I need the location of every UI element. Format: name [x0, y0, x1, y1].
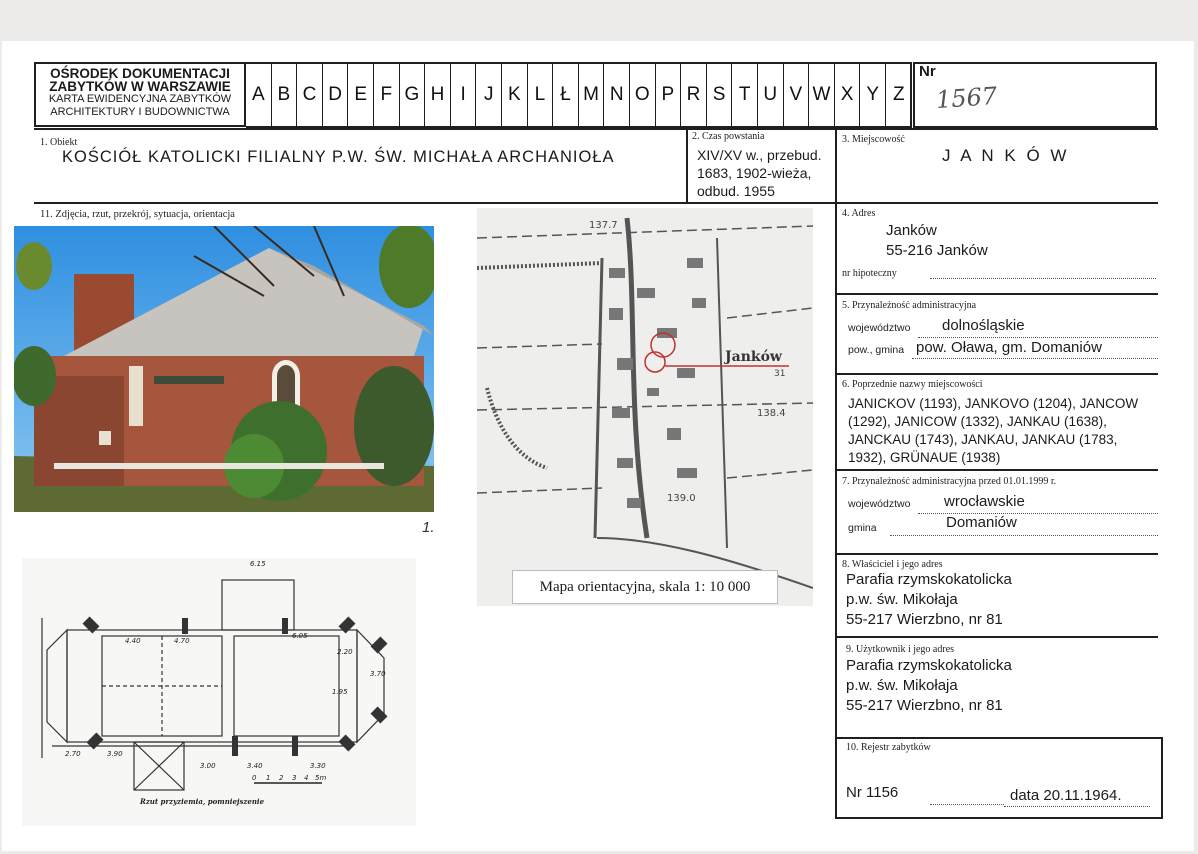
alphabet-letter: U	[758, 64, 784, 126]
svg-text:6.05: 6.05	[292, 632, 308, 640]
svg-text:0: 0	[252, 774, 257, 782]
map-place-label: Janków	[725, 349, 782, 365]
adres-line-2: 55-216 Janków	[886, 242, 988, 259]
poprzednie-line-4: 1932), GRÜNAUE (1938)	[848, 450, 1001, 465]
powiat-label: pow., gmina	[848, 344, 905, 356]
alphabet-letter: D	[323, 64, 349, 126]
uzytkownik-line-3: 55-217 Wierzbno, nr 81	[846, 697, 1003, 714]
zdjecia-label: 11. Zdjęcia, rzut, przekrój, sytuacja, orientacja	[40, 209, 235, 220]
alphabet-letter: E	[348, 64, 374, 126]
alphabet-letter: V	[784, 64, 810, 126]
number-label: Nr	[919, 63, 936, 80]
svg-text:3.70: 3.70	[370, 670, 386, 678]
svg-text:2: 2	[279, 774, 284, 782]
alphabet-letter: P	[656, 64, 682, 126]
plan-caption: Rzut przyziemia, pomniejszenie	[140, 797, 265, 806]
alphabet-letter: F	[374, 64, 400, 126]
header-line-2: ZABYTKÓW W WARSZAWIE	[49, 79, 231, 94]
powiat-value: pow. Oława, gm. Domaniów	[916, 339, 1102, 356]
miejscowosc-label: 3. Miejscowość	[842, 134, 905, 145]
alphabet-letter: M	[579, 64, 605, 126]
alphabet-letter: O	[630, 64, 656, 126]
alphabet-letter: C	[297, 64, 323, 126]
svg-text:2.70: 2.70	[65, 750, 81, 758]
wlasciciel-line-2: p.w. św. Mikołaja	[846, 591, 958, 608]
alphabet-letter: K	[502, 64, 528, 126]
svg-text:4: 4	[304, 774, 309, 782]
przed1999-woj-label: województwo	[848, 498, 911, 510]
adres-label: 4. Adres	[842, 208, 876, 219]
church-photo	[14, 226, 434, 512]
photo-number: 1.	[422, 519, 435, 536]
czas-line-3: odbud. 1955	[697, 183, 775, 199]
alphabet-letter: J	[476, 64, 502, 126]
svg-text:3: 3	[292, 774, 297, 782]
alphabet-letter: L	[528, 64, 554, 126]
alphabet-letter: N	[604, 64, 630, 126]
alphabet-letter: A	[246, 64, 272, 126]
alphabet-letter: Z	[892, 84, 905, 105]
wlasciciel-line-3: 55-217 Wierzbno, nr 81	[846, 611, 1003, 628]
przed1999-label: 7. Przynależność administracyjna przed 01.01.1999 r.	[842, 476, 1057, 487]
map-caption	[512, 570, 778, 604]
rejestr-nr: Nr 1156	[846, 784, 899, 801]
przynaleznosc-label: 5. Przynależność administracyjna	[842, 300, 977, 311]
uzytkownik-line-2: p.w. św. Mikołaja	[846, 677, 958, 694]
wlasciciel-label: 8. Właściciel i jego adres	[842, 559, 943, 570]
floor-plan	[22, 558, 416, 826]
svg-text:3.90: 3.90	[107, 750, 123, 758]
czas-line-1: XIV/XV w., przebud.	[697, 147, 822, 163]
obiekt-value: KOŚCIÓŁ KATOLICKI FILIALNY P.W. ŚW. MICHAŁA ARCHANIOŁA	[62, 148, 615, 166]
header-line-3: KARTA EWIDENCYJNA ZABYTKÓW	[48, 93, 232, 105]
poprzednie-line-2: (1292), JANICOW (1332), JANKAU (1638),	[848, 414, 1107, 429]
poprzednie-line-3: JANCKAU (1743), JANKAU, JANKAU (1783,	[848, 432, 1118, 447]
alphabet-letter: Y	[860, 64, 886, 126]
map-caption-text: Mapa orientacyjna, skala 1: 10 000	[539, 578, 751, 595]
przed1999-gmina-value: Domaniów	[946, 514, 1017, 531]
svg-text:139.0: 139.0	[667, 493, 696, 504]
poprzednie-line-1: JANICKOV (1193), JANKOVO (1204), JANCOW	[848, 396, 1139, 411]
svg-text:6.15: 6.15	[250, 560, 266, 568]
header-line-1: OŚRODEK DOKUMENTACJI	[50, 66, 230, 81]
przed1999-gmina-label: gmina	[848, 522, 877, 534]
institution-header	[34, 62, 246, 127]
svg-text:3.30: 3.30	[310, 762, 326, 770]
przed1999-woj-value: wrocławskie	[944, 493, 1025, 510]
rejestr-data: data 20.11.1964.	[1010, 787, 1122, 804]
alphabet-letter: W	[809, 64, 835, 126]
svg-text:3.40: 3.40	[247, 762, 263, 770]
svg-text:4.40: 4.40	[125, 637, 141, 645]
poprzednie-label: 6. Poprzednie nazwy miejscowości	[842, 379, 983, 390]
uzytkownik-label: 9. Użytkownik i jego adres	[846, 644, 955, 655]
adres-line-1: Janków	[886, 222, 937, 239]
alphabet-letter: X	[835, 64, 861, 126]
orientation-map	[477, 208, 813, 606]
svg-text:1: 1	[266, 774, 271, 782]
number-value: 1567	[935, 81, 998, 115]
czas-label: 2. Czas powstania	[692, 131, 765, 142]
svg-text:138.4: 138.4	[757, 408, 786, 419]
alphabet-letter: R	[681, 64, 707, 126]
alphabet-letter: Ł	[553, 64, 579, 126]
alphabet-letter: I	[451, 64, 477, 126]
alphabet-letter: G	[400, 64, 426, 126]
alphabet-letter: H	[425, 64, 451, 126]
svg-text:5m: 5m	[315, 774, 327, 782]
czas-line-2: 1683, 1902-wieża,	[697, 165, 812, 181]
svg-text:31: 31	[774, 369, 786, 379]
wlasciciel-line-1: Parafia rzymskokatolicka	[846, 571, 1012, 588]
svg-text:1.95: 1.95	[332, 688, 348, 696]
svg-text:2.20: 2.20	[337, 648, 353, 656]
wojewodztwo-label: województwo	[848, 322, 911, 334]
wojewodztwo-value: dolnośląskie	[942, 317, 1025, 334]
header-line-4: ARCHITEKTURY I BUDOWNICTWA	[50, 106, 230, 118]
rejestr-label: 10. Rejestr zabytków	[846, 742, 931, 753]
alphabet-letter: T	[732, 64, 758, 126]
obiekt-label: 1. Obiekt	[40, 137, 78, 148]
uzytkownik-line-1: Parafia rzymskokatolicka	[846, 657, 1012, 674]
alphabet-letter: S	[707, 64, 733, 126]
svg-text:4.70: 4.70	[174, 637, 190, 645]
miejscowosc-value: J A N K Ó W	[942, 146, 1070, 165]
svg-text:3.00: 3.00	[200, 762, 216, 770]
svg-text:137.7: 137.7	[589, 220, 618, 231]
hipoteczny-label: nr hipoteczny	[842, 268, 897, 279]
alphabet-letter: B	[272, 64, 298, 126]
